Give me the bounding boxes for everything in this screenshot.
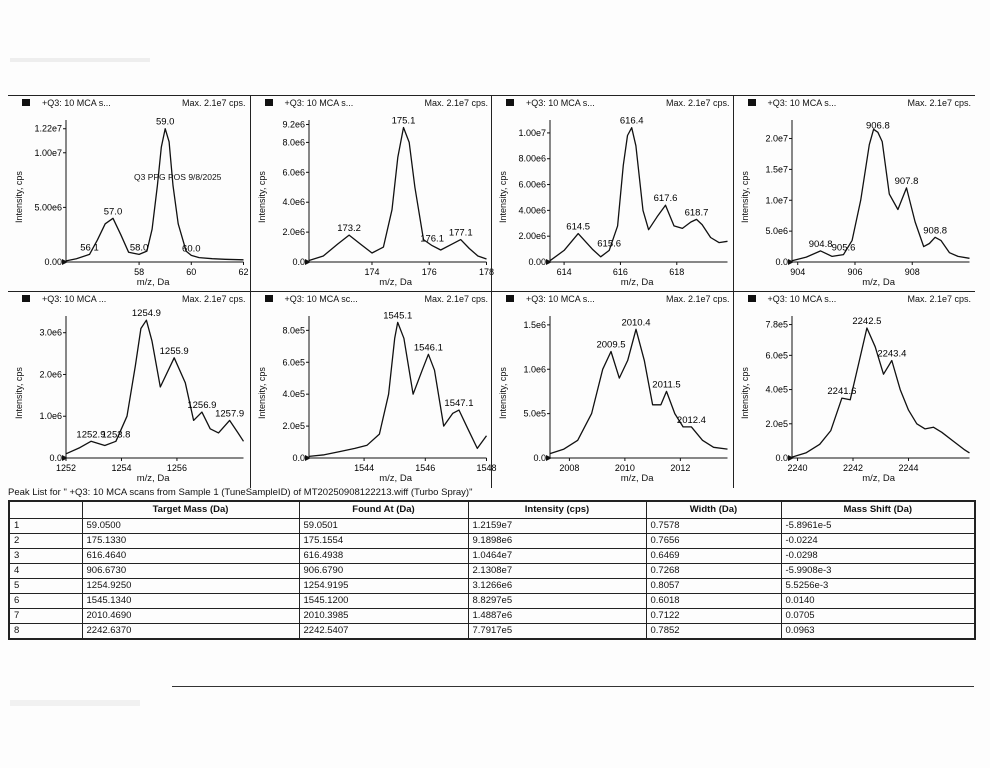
peak-label: 1254.9 (131, 308, 161, 320)
y-tick-label: 6.0e5 (281, 357, 305, 368)
x-axis-title: m/z, Da (620, 277, 654, 288)
table-cell: 9.1898e6 (468, 534, 646, 549)
x-tick-label: 906 (846, 267, 862, 277)
table-cell: 0.7122 (646, 609, 781, 624)
column-header: Intensity (cps) (468, 501, 646, 519)
x-axis-title: m/z, Da (136, 473, 170, 484)
y-tick-label: 0.00 (528, 257, 546, 267)
x-axis-title: m/z, Da (862, 277, 895, 288)
spectrum-trace (550, 329, 728, 453)
y-tick-label: 6.00e6 (518, 179, 546, 190)
peak-label: 2012.4 (676, 414, 706, 426)
y-axis-title: Intensity, cps (739, 367, 750, 419)
y-tick-label: 5.0e6 (764, 226, 788, 237)
spectrum-trace (309, 128, 487, 261)
x-tick-label: 616 (612, 267, 628, 277)
x-tick-label: 2242 (842, 463, 863, 473)
x-tick-label: 1252 (55, 463, 77, 473)
table-cell: 8.8297e5 (468, 594, 646, 609)
spectrum-panel (733, 291, 976, 488)
table-cell: 1545.1200 (299, 594, 468, 609)
table-cell: 0.0705 (781, 609, 975, 624)
y-tick-label: 2.0e5 (764, 418, 788, 429)
scan-label: +Q3: 10 MCA s... (767, 294, 837, 304)
plot-annotation: Q3 PPG POS 9/8/2025 (134, 172, 222, 182)
spectrum-plot (734, 292, 976, 488)
x-axis-title: m/z, Da (136, 277, 170, 288)
y-axis-title: Intensity, cps (14, 367, 24, 419)
peak-label: 1253.8 (101, 429, 131, 441)
table-cell: 1254.9195 (299, 579, 468, 594)
max-intensity-label: Max. 2.1e7 cps. (665, 98, 730, 108)
table-cell: 906.6730 (82, 564, 299, 579)
peak-label: 1257.9 (215, 408, 245, 420)
y-tick-label: 0.0 (49, 453, 62, 463)
peak-list-table (8, 500, 976, 640)
x-tick-label: 1254 (111, 463, 132, 473)
x-axis-title: m/z, Da (379, 277, 412, 288)
y-tick-label: 6.0e6 (281, 167, 305, 178)
bottom-rule (172, 686, 974, 687)
table-row (9, 579, 975, 594)
peak-label: 908.8 (922, 225, 947, 237)
spectrum-trace (550, 128, 728, 261)
table-cell: 0.7656 (646, 534, 781, 549)
x-axis-title: m/z, Da (862, 473, 895, 484)
spectrum-plot (8, 292, 250, 488)
x-tick-label: 2010 (614, 463, 635, 473)
peak-label: 2242.5 (851, 315, 881, 327)
y-tick-label: 8.0e6 (281, 137, 305, 148)
peak-label: 615.6 (597, 238, 622, 250)
y-axis-title: Intensity, cps (14, 171, 24, 223)
spectrum-trace (792, 328, 970, 457)
peak-label: 57.0 (103, 206, 123, 218)
spectra-grid (8, 95, 974, 487)
y-tick-label: 0.0 (774, 453, 788, 463)
peak-label: 59.0 (155, 116, 175, 128)
peak-label: 616.4 (619, 115, 644, 127)
table-cell: 1254.9250 (82, 579, 299, 594)
y-axis-title: Intensity, cps (256, 367, 267, 419)
table-cell: 2010.3985 (299, 609, 468, 624)
y-tick-label: 0.0 (291, 257, 305, 267)
x-tick-label: 60 (186, 267, 197, 277)
y-tick-label: 4.0e5 (764, 384, 788, 395)
row-index: 8 (9, 624, 82, 640)
spectrum-panel (8, 95, 250, 292)
max-intensity-label: Max. 2.1e7 cps. (424, 294, 488, 304)
table-cell: 59.0501 (299, 519, 468, 534)
peak-label: 907.8 (894, 175, 918, 187)
y-tick-label: 5.00e6 (34, 202, 62, 213)
peak-label: 2241.6 (826, 386, 856, 398)
peak-label: 2010.4 (621, 317, 651, 329)
spectrum-panel (733, 95, 976, 292)
table-cell: 5.5256e-3 (781, 579, 975, 594)
y-tick-label: 4.0e6 (281, 197, 305, 208)
faint-header-smudge (10, 58, 150, 62)
y-tick-label: 1.0e6 (39, 411, 62, 422)
column-header: Mass Shift (Da) (781, 501, 975, 519)
x-tick-label: 1544 (353, 463, 374, 473)
table-cell: 59.0500 (82, 519, 299, 534)
peak-label: 617.6 (653, 193, 678, 205)
y-tick-label: 1.5e7 (764, 164, 788, 175)
x-axis-title: m/z, Da (379, 473, 412, 484)
spectrum-plot (251, 96, 493, 292)
y-tick-label: 2.0e6 (39, 369, 62, 380)
table-cell: 0.7268 (646, 564, 781, 579)
table-cell: 0.6469 (646, 549, 781, 564)
spectrum-trace (309, 322, 487, 456)
spectrum-plot (8, 96, 250, 292)
table-cell: 1.4887e6 (468, 609, 646, 624)
table-row (9, 534, 975, 549)
column-header: Found At (Da) (299, 501, 468, 519)
y-tick-label: 0.00 (44, 257, 62, 267)
spectrum-plot (251, 292, 497, 488)
row-index: 3 (9, 549, 82, 564)
y-tick-label: 3.0e6 (39, 327, 62, 338)
table-cell: 616.4938 (299, 549, 468, 564)
table-cell: 616.4640 (82, 549, 299, 564)
x-tick-label: 174 (363, 267, 379, 277)
peak-label: 58.0 (129, 242, 149, 254)
table-cell: 2010.4690 (82, 609, 299, 624)
x-tick-label: 614 (556, 267, 572, 277)
max-intensity-label: Max. 2.1e7 cps. (665, 294, 730, 304)
x-tick-label: 178 (478, 267, 494, 277)
peak-label: 60.0 (182, 243, 201, 255)
x-tick-label: 618 (669, 267, 685, 277)
table-cell: 3.1266e6 (468, 579, 646, 594)
y-tick-label: 2.0e6 (281, 227, 305, 238)
x-tick-label: 2008 (559, 463, 580, 473)
x-tick-label: 2244 (897, 463, 918, 473)
row-index: 6 (9, 594, 82, 609)
y-tick-label: 0.0 (774, 257, 788, 267)
y-tick-label: 1.00e7 (34, 147, 62, 158)
scan-label: +Q3: 10 MCA s... (767, 98, 837, 108)
table-cell: 0.8057 (646, 579, 781, 594)
y-tick-label: 7.8e5 (764, 319, 788, 330)
faint-footer-smudge (10, 700, 140, 706)
spectrum-panel (8, 291, 250, 488)
row-index: 1 (9, 519, 82, 534)
y-tick-label: 0.0 (291, 453, 305, 463)
peak-label: 1545.1 (382, 310, 412, 322)
y-tick-label: 1.00e7 (518, 127, 546, 138)
table-cell: 906.6790 (299, 564, 468, 579)
peak-label: 1547.1 (443, 398, 473, 410)
table-cell: 175.1330 (82, 534, 299, 549)
table-cell: 2242.5407 (299, 624, 468, 640)
x-tick-label: 904 (789, 267, 805, 277)
table-cell: 0.7852 (646, 624, 781, 640)
y-tick-label: 8.00e6 (518, 153, 546, 164)
table-row (9, 624, 975, 640)
table-cell: -0.0224 (781, 534, 975, 549)
table-row (9, 549, 975, 564)
table-cell: 1545.1340 (82, 594, 299, 609)
y-tick-label: 6.0e5 (764, 350, 788, 361)
x-tick-label: 62 (238, 267, 249, 277)
peak-label: 2243.4 (876, 348, 906, 360)
spectrum-plot (734, 96, 976, 292)
scan-label: +Q3: 10 MCA sc... (284, 294, 358, 304)
x-tick-label: 1546 (414, 463, 435, 473)
y-tick-label: 1.5e6 (523, 319, 546, 330)
peak-label: 1546.1 (413, 342, 443, 354)
scan-label: +Q3: 10 MCA ... (42, 294, 107, 304)
row-index: 2 (9, 534, 82, 549)
row-index: 4 (9, 564, 82, 579)
max-intensity-label: Max. 2.1e7 cps. (181, 98, 246, 108)
peak-label: 1255.9 (159, 345, 189, 357)
table-cell: -0.0298 (781, 549, 975, 564)
table-cell: -5.8961e-5 (781, 519, 975, 534)
peak-label: 173.2 (336, 223, 361, 235)
peak-label: 904.8 (808, 238, 833, 250)
x-tick-label: 58 (134, 267, 145, 277)
y-axis-title: Intensity, cps (498, 171, 508, 223)
y-tick-label: 2.0e7 (764, 133, 788, 144)
spectrum-panel (491, 95, 734, 292)
spectrum-trace (66, 129, 244, 261)
y-tick-label: 2.0e5 (281, 421, 305, 432)
table-cell: 2242.6370 (82, 624, 299, 640)
spectrum-panel (250, 95, 493, 292)
max-intensity-label: Max. 2.1e7 cps. (424, 98, 488, 108)
spectrum-plot (492, 292, 734, 488)
table-row (9, 594, 975, 609)
max-intensity-label: Max. 2.1e7 cps. (907, 98, 971, 108)
y-tick-label: 1.0e7 (764, 195, 788, 206)
column-header (9, 501, 82, 519)
peak-label: 2009.5 (596, 339, 626, 351)
y-tick-label: 1.22e7 (34, 123, 62, 134)
table-cell: 0.0140 (781, 594, 975, 609)
peak-table-header (9, 501, 975, 519)
peak-label: 614.5 (566, 221, 591, 233)
peak-label: 906.8 (865, 120, 890, 132)
y-axis-title: Intensity, cps (256, 171, 267, 223)
y-tick-label: 5.0e5 (523, 408, 546, 419)
y-tick-label: 1.0e6 (523, 364, 546, 375)
row-index: 5 (9, 579, 82, 594)
table-cell: 7.7917e5 (468, 624, 646, 640)
peak-label: 1256.9 (187, 400, 217, 412)
peak-label: 56.1 (80, 242, 99, 254)
table-cell: 1.0464e7 (468, 549, 646, 564)
x-tick-label: 2012 (670, 463, 691, 473)
column-header: Width (Da) (646, 501, 781, 519)
y-tick-label: 4.00e6 (518, 205, 546, 216)
row-index: 7 (9, 609, 82, 624)
y-tick-label: 0.0 (533, 453, 546, 463)
table-row (9, 564, 975, 579)
peak-table-body (9, 519, 975, 640)
x-tick-label: 908 (904, 267, 920, 277)
table-cell: -5.9908e-3 (781, 564, 975, 579)
y-tick-label: 2.00e6 (518, 231, 546, 242)
peak-label: 1252.9 (76, 429, 106, 441)
y-tick-label: 4.0e5 (281, 389, 305, 400)
peak-label: 176.1 (419, 233, 444, 245)
table-cell: 0.6018 (646, 594, 781, 609)
report-frame (8, 95, 974, 656)
max-intensity-label: Max. 2.1e7 cps. (907, 294, 971, 304)
table-cell: 0.7578 (646, 519, 781, 534)
peak-label: 618.7 (684, 207, 709, 219)
spectrum-panel (491, 291, 734, 488)
peak-label: 905.6 (831, 242, 855, 254)
peak-label: 2011.5 (652, 379, 681, 391)
x-tick-label: 1256 (166, 463, 187, 473)
peak-label: 177.1 (448, 227, 473, 239)
x-tick-label: 176 (421, 267, 437, 277)
table-cell: 175.1554 (299, 534, 468, 549)
scan-label: +Q3: 10 MCA s... (42, 98, 111, 108)
peak-list-caption: Peak List for " +Q3: 10 MCA scans from Sample 1 (TuneSampleID) of MT20250908122213.wiff (Turbo Spray)" (8, 487, 473, 498)
spectrum-panel (250, 291, 497, 488)
x-tick-label: 2240 (787, 463, 808, 473)
column-header: Target Mass (Da) (82, 501, 299, 519)
scan-label: +Q3: 10 MCA s... (526, 294, 595, 304)
y-axis-title: Intensity, cps (739, 171, 750, 223)
peak-label: 175.1 (391, 115, 415, 127)
x-axis-title: m/z, Da (620, 473, 654, 484)
table-row (9, 609, 975, 624)
x-tick-label: 1548 (475, 463, 497, 473)
table-cell: 0.0963 (781, 624, 975, 640)
table-row (9, 519, 975, 534)
scan-label: +Q3: 10 MCA s... (284, 98, 354, 108)
max-intensity-label: Max. 2.1e7 cps. (181, 294, 246, 304)
spectrum-plot (492, 96, 734, 292)
table-cell: 1.2159e7 (468, 519, 646, 534)
table-cell: 2.1308e7 (468, 564, 646, 579)
scan-label: +Q3: 10 MCA s... (526, 98, 595, 108)
y-tick-label: 8.0e5 (281, 325, 305, 336)
y-axis-title: Intensity, cps (498, 367, 508, 419)
y-tick-label: 9.2e6 (281, 119, 305, 130)
